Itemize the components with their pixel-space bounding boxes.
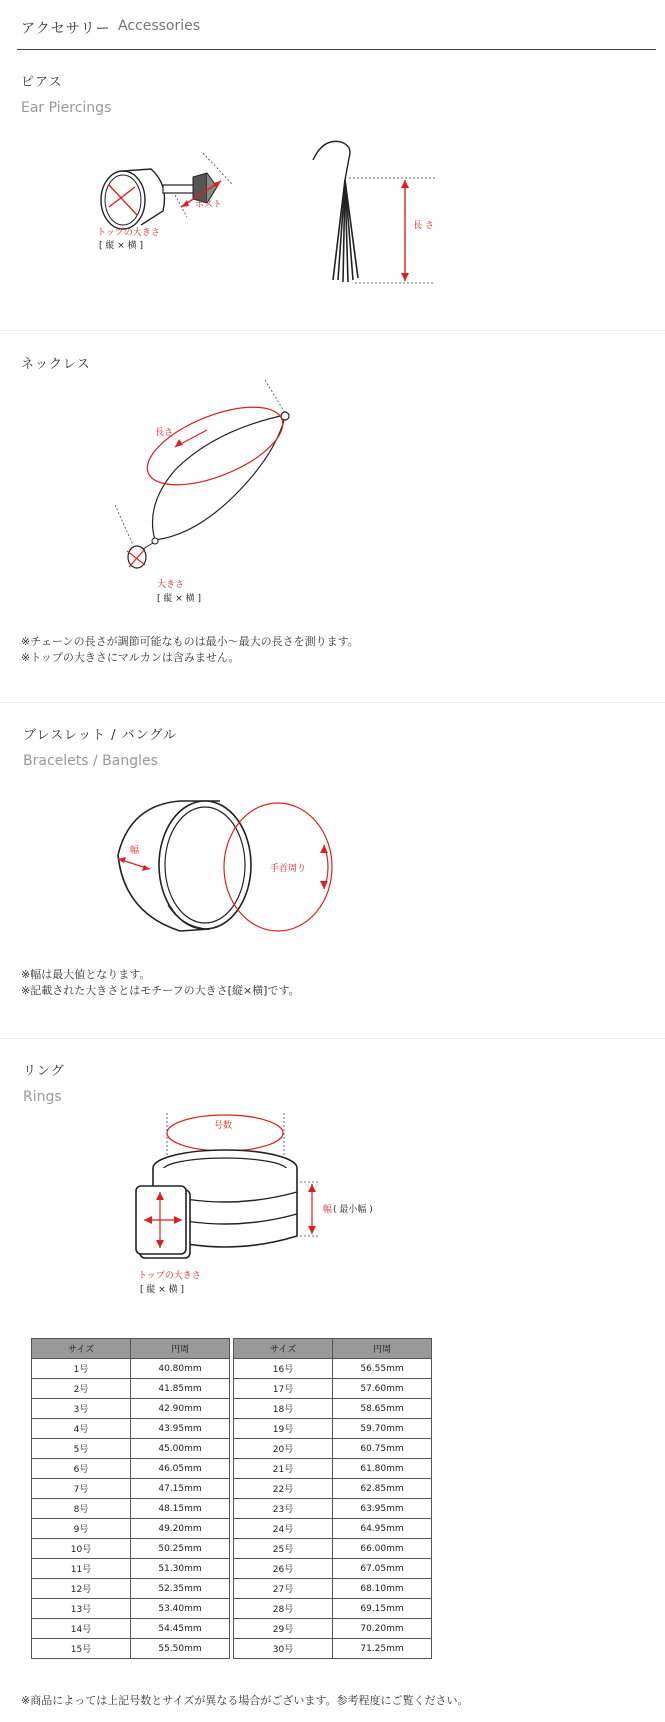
header-circumference: 円周 [131,1339,230,1359]
size-cell: 22号 [234,1479,333,1499]
circumference-cell: 40.80mm [131,1359,230,1379]
circumference-cell: 52.35mm [131,1579,230,1599]
bracelet-title-en: Bracelets / Bangles [23,753,158,769]
circumference-cell: 64.95mm [333,1519,432,1539]
circumference-cell: 61.80mm [333,1459,432,1479]
size-cell: 20号 [234,1439,333,1459]
size-cell: 21号 [234,1459,333,1479]
bangle-diagram [110,795,340,935]
size-cell: 3号 [32,1399,131,1419]
ring-top-size-label: トップの大きさ [138,1271,201,1281]
circumference-cell: 45.00mm [131,1439,230,1459]
size-cell: 7号 [32,1479,131,1499]
earring-length-label: 長 さ [413,221,434,231]
section-divider [0,702,665,703]
necklace-title-jp: ネックレス [21,357,91,372]
page-title-jp: アクセサリー [21,21,111,37]
table-header-row [32,1339,432,1359]
header-circumference: 円周 [333,1339,432,1359]
table-row [32,1399,432,1419]
ring-size-table [31,1338,432,1659]
size-cell: 17号 [234,1379,333,1399]
post-label: ポスト [195,200,223,210]
size-cell: 19号 [234,1419,333,1439]
circumference-cell: 47.15mm [131,1479,230,1499]
circumference-cell: 68.10mm [333,1579,432,1599]
necklace-diagram [115,375,305,605]
circumference-cell: 53.40mm [131,1599,230,1619]
size-cell: 28号 [234,1599,333,1619]
size-cell: 10号 [32,1539,131,1559]
circumference-cell: 62.85mm [333,1479,432,1499]
bracelet-title-jp: ブレスレット / バングル [23,728,177,743]
size-cell: 13号 [32,1599,131,1619]
circumference-cell: 63.95mm [333,1499,432,1519]
size-cell: 16号 [234,1359,333,1379]
earring-top-size-label: トップの大きさ [97,228,160,238]
section-divider [0,1038,665,1039]
section-divider [0,330,665,331]
size-cell: 4号 [32,1419,131,1439]
table-row [32,1519,432,1539]
stud-earring-diagram [95,145,265,275]
bracelet-note-2: ※記載された大きさとはモチーフの大きさ[縦×横]です。 [21,984,300,997]
circumference-cell: 66.00mm [333,1539,432,1559]
circumference-cell: 46.05mm [131,1459,230,1479]
size-cell: 5号 [32,1439,131,1459]
table-row [32,1419,432,1439]
ring-number-label: 号数 [214,1121,233,1131]
earrings-title-en: Ear Piercings [21,100,112,116]
footer-note: ※商品によっては上記号数とサイズが異なる場合がございます。参考程度にご覧ください。 [21,1694,469,1707]
circumference-cell: 43.95mm [131,1419,230,1439]
size-cell: 11号 [32,1559,131,1579]
size-cell: 23号 [234,1499,333,1519]
header-size: サイズ [32,1339,131,1359]
necklace-dims-label: [ 縦 × 横 ] [157,594,202,604]
table-row [32,1479,432,1499]
size-cell: 29号 [234,1619,333,1639]
size-cell: 24号 [234,1519,333,1539]
size-cell: 2号 [32,1379,131,1399]
hook-earring-diagram [305,140,445,290]
circumference-cell: 55.50mm [131,1639,230,1659]
size-cell: 6号 [32,1459,131,1479]
size-cell: 9号 [32,1519,131,1539]
earrings-title-jp: ピアス [21,75,63,90]
size-cell: 18号 [234,1399,333,1419]
size-cell: 1号 [32,1359,131,1379]
size-cell: 30号 [234,1639,333,1659]
table-row [32,1439,432,1459]
size-cell: 8号 [32,1499,131,1519]
ring-diagram [140,1108,390,1308]
circumference-cell: 51.30mm [131,1559,230,1579]
ring-dims-label: [ 縦 × 横 ] [140,1285,185,1295]
page-title-en: Accessories [118,18,201,34]
header-size: サイズ [234,1339,333,1359]
circumference-cell: 48.15mm [131,1499,230,1519]
table-row [32,1579,432,1599]
circumference-cell: 57.60mm [333,1379,432,1399]
bangle-wrist-label: 手首周り [270,864,307,874]
size-cell: 14号 [32,1619,131,1639]
ring-width-label: 幅 [323,1205,333,1215]
circumference-cell: 54.45mm [131,1619,230,1639]
table-row [32,1599,432,1619]
circumference-cell: 59.70mm [333,1419,432,1439]
ring-width-min-label: ( 最小幅 ) [333,1205,373,1215]
header-divider [17,49,656,50]
size-cell: 12号 [32,1579,131,1599]
necklace-length-label: 長さ [155,428,174,438]
ring-title-jp: リング [23,1064,65,1079]
circumference-cell: 60.75mm [333,1439,432,1459]
size-cell: 15号 [32,1639,131,1659]
circumference-cell: 56.55mm [333,1359,432,1379]
table-row [32,1379,432,1399]
table-row [32,1539,432,1559]
table-row [32,1559,432,1579]
table-row [32,1639,432,1659]
circumference-cell: 70.20mm [333,1619,432,1639]
necklace-note-2: ※トップの大きさにマルカンは含みません。 [21,651,240,664]
circumference-cell: 49.20mm [131,1519,230,1539]
size-cell: 26号 [234,1559,333,1579]
bracelet-note-1: ※幅は最大値となります。 [21,968,151,981]
circumference-cell: 71.25mm [333,1639,432,1659]
table-row [32,1619,432,1639]
circumference-cell: 58.65mm [333,1399,432,1419]
ring-title-en: Rings [23,1089,62,1105]
earring-dims-label: [ 縦 × 横 ] [99,241,144,251]
table-row [32,1359,432,1379]
circumference-cell: 41.85mm [131,1379,230,1399]
bangle-width-label: 幅 [130,846,140,856]
table-row [32,1499,432,1519]
table-row [32,1459,432,1479]
circumference-cell: 69.15mm [333,1599,432,1619]
size-cell: 27号 [234,1579,333,1599]
necklace-size-label: 大きさ [157,580,185,590]
circumference-cell: 67.05mm [333,1559,432,1579]
circumference-cell: 50.25mm [131,1539,230,1559]
necklace-note-1: ※チェーンの長さが調節可能なものは最小〜最大の長さを測ります。 [21,635,359,648]
size-cell: 25号 [234,1539,333,1559]
circumference-cell: 42.90mm [131,1399,230,1419]
